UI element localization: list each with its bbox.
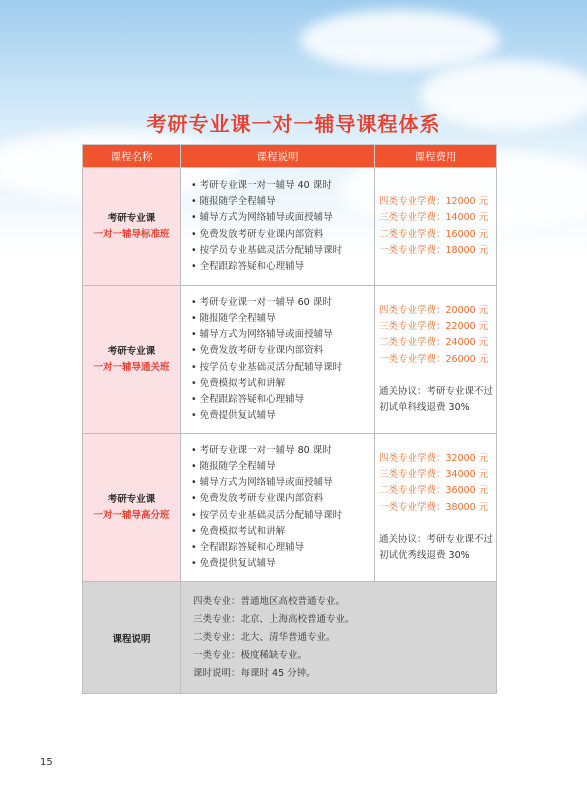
course-description-cell: [181, 434, 375, 582]
page-number: 15: [40, 757, 53, 768]
fee-line: 二类专业学费：24000 元: [379, 337, 489, 349]
description-item: • 辅导方式为网络辅导或面授辅导: [191, 327, 370, 343]
description-item: • 免费提供复试辅导: [191, 556, 370, 572]
header-course-description: 课程说明: [181, 145, 375, 168]
description-item: • 随报随学全程辅导: [191, 459, 370, 475]
page-title: 考研专业课一对一辅导课程体系: [146, 112, 441, 136]
description-item: • 考研专业课一对一辅导 80 课时: [191, 443, 370, 459]
description-item: • 辅导方式为网络辅导或面授辅导: [191, 210, 370, 226]
course-name-cell: [83, 168, 181, 286]
fee-line: 二类专业学费：36000 元: [379, 485, 489, 497]
description-item: • 免费提供复试辅导: [191, 408, 370, 424]
cloud-decoration: [300, 10, 500, 70]
refund-note: [379, 384, 496, 416]
course-name-line2: 一对一辅导高分班: [93, 509, 170, 521]
header-course-name: 课程名称: [83, 145, 181, 168]
description-item: • 按学员专业基础灵活分配辅导课时: [191, 508, 370, 524]
fee-line: 四类专业学费：20000 元: [379, 304, 489, 316]
summary-row: [83, 582, 497, 694]
description-item: • 免费发放考研专业课内部资料: [191, 491, 370, 507]
description-item: • 按学员专业基础灵活分配辅导课时: [191, 360, 370, 376]
course-fee-cell: [375, 434, 497, 582]
course-row-pass: [83, 286, 497, 434]
header-course-fee: 课程费用: [375, 145, 497, 168]
fee-line: 二类专业学费：16000 元: [379, 228, 489, 240]
summary-description-cell: [181, 582, 497, 694]
course-fee-cell: [375, 168, 497, 286]
description-item: • 全程跟踪答疑和心理辅导: [191, 392, 370, 408]
summary-name-cell: 课程说明: [83, 582, 181, 694]
course-name-line1: 考研专业课: [107, 345, 156, 357]
course-name-cell: [83, 434, 181, 582]
refund-note: [379, 532, 496, 564]
fee-line: 一类专业学费：26000 元: [379, 353, 489, 365]
course-row-standard: [83, 168, 497, 286]
description-item: • 免费模拟考试和讲解: [191, 524, 370, 540]
description-item: • 免费模拟考试和讲解: [191, 376, 370, 392]
fee-line: 三类专业学费：34000 元: [379, 469, 489, 481]
summary-line: 一类专业：极度稀缺专业。: [193, 649, 308, 661]
description-item: • 考研专业课一对一辅导 40 课时: [191, 178, 370, 194]
description-item: • 辅导方式为网络辅导或面授辅导: [191, 475, 370, 491]
summary-line: 三类专业：北京、上海高校普通专业。: [193, 613, 355, 625]
course-name-cell: [83, 286, 181, 434]
course-table: [82, 144, 497, 694]
table-header-row: [83, 145, 497, 168]
fee-line: 一类专业学费：38000 元: [379, 501, 489, 513]
fee-line: 四类专业学费：12000 元: [379, 196, 489, 208]
course-fee-cell: [375, 286, 497, 434]
course-description-cell: [181, 168, 375, 286]
summary-line: 四类专业：普通地区高校普通专业。: [193, 595, 346, 607]
description-item: • 全程跟踪答疑和心理辅导: [191, 259, 370, 275]
course-name-line2: 一对一辅导通关班: [93, 361, 170, 373]
fee-line: 三类专业学费：14000 元: [379, 212, 489, 224]
summary-line: 课时说明：每课时 45 分钟。: [193, 667, 316, 679]
refund-note-line1: 通关协议：考研专业课不过: [379, 385, 494, 397]
refund-note-line2: 初试优秀线退费 30%: [379, 549, 470, 561]
course-name-line2: 一对一辅导标准班: [93, 228, 170, 240]
description-item: • 免费发放考研专业课内部资料: [191, 343, 370, 359]
description-item: • 全程跟踪答疑和心理辅导: [191, 540, 370, 556]
course-name-line1: 考研专业课: [107, 493, 156, 505]
course-row-high-score: [83, 434, 497, 582]
fee-line: 一类专业学费：18000 元: [379, 244, 489, 256]
summary-line: 二类专业：北大、清华普通专业。: [193, 631, 336, 643]
description-item: • 随报随学全程辅导: [191, 311, 370, 327]
description-item: • 按学员专业基础灵活分配辅导课时: [191, 243, 370, 259]
course-name-line1: 考研专业课: [107, 212, 156, 224]
description-item: • 随报随学全程辅导: [191, 194, 370, 210]
refund-note-line1: 通关协议：考研专业课不过: [379, 533, 494, 545]
description-item: • 考研专业课一对一辅导 60 课时: [191, 295, 370, 311]
description-item: • 免费发放考研专业课内部资料: [191, 227, 370, 243]
fee-line: 四类专业学费：32000 元: [379, 452, 489, 464]
fee-line: 三类专业学费：22000 元: [379, 321, 489, 333]
course-description-cell: [181, 286, 375, 434]
refund-note-line2: 初试单科线退费 30%: [379, 401, 470, 413]
